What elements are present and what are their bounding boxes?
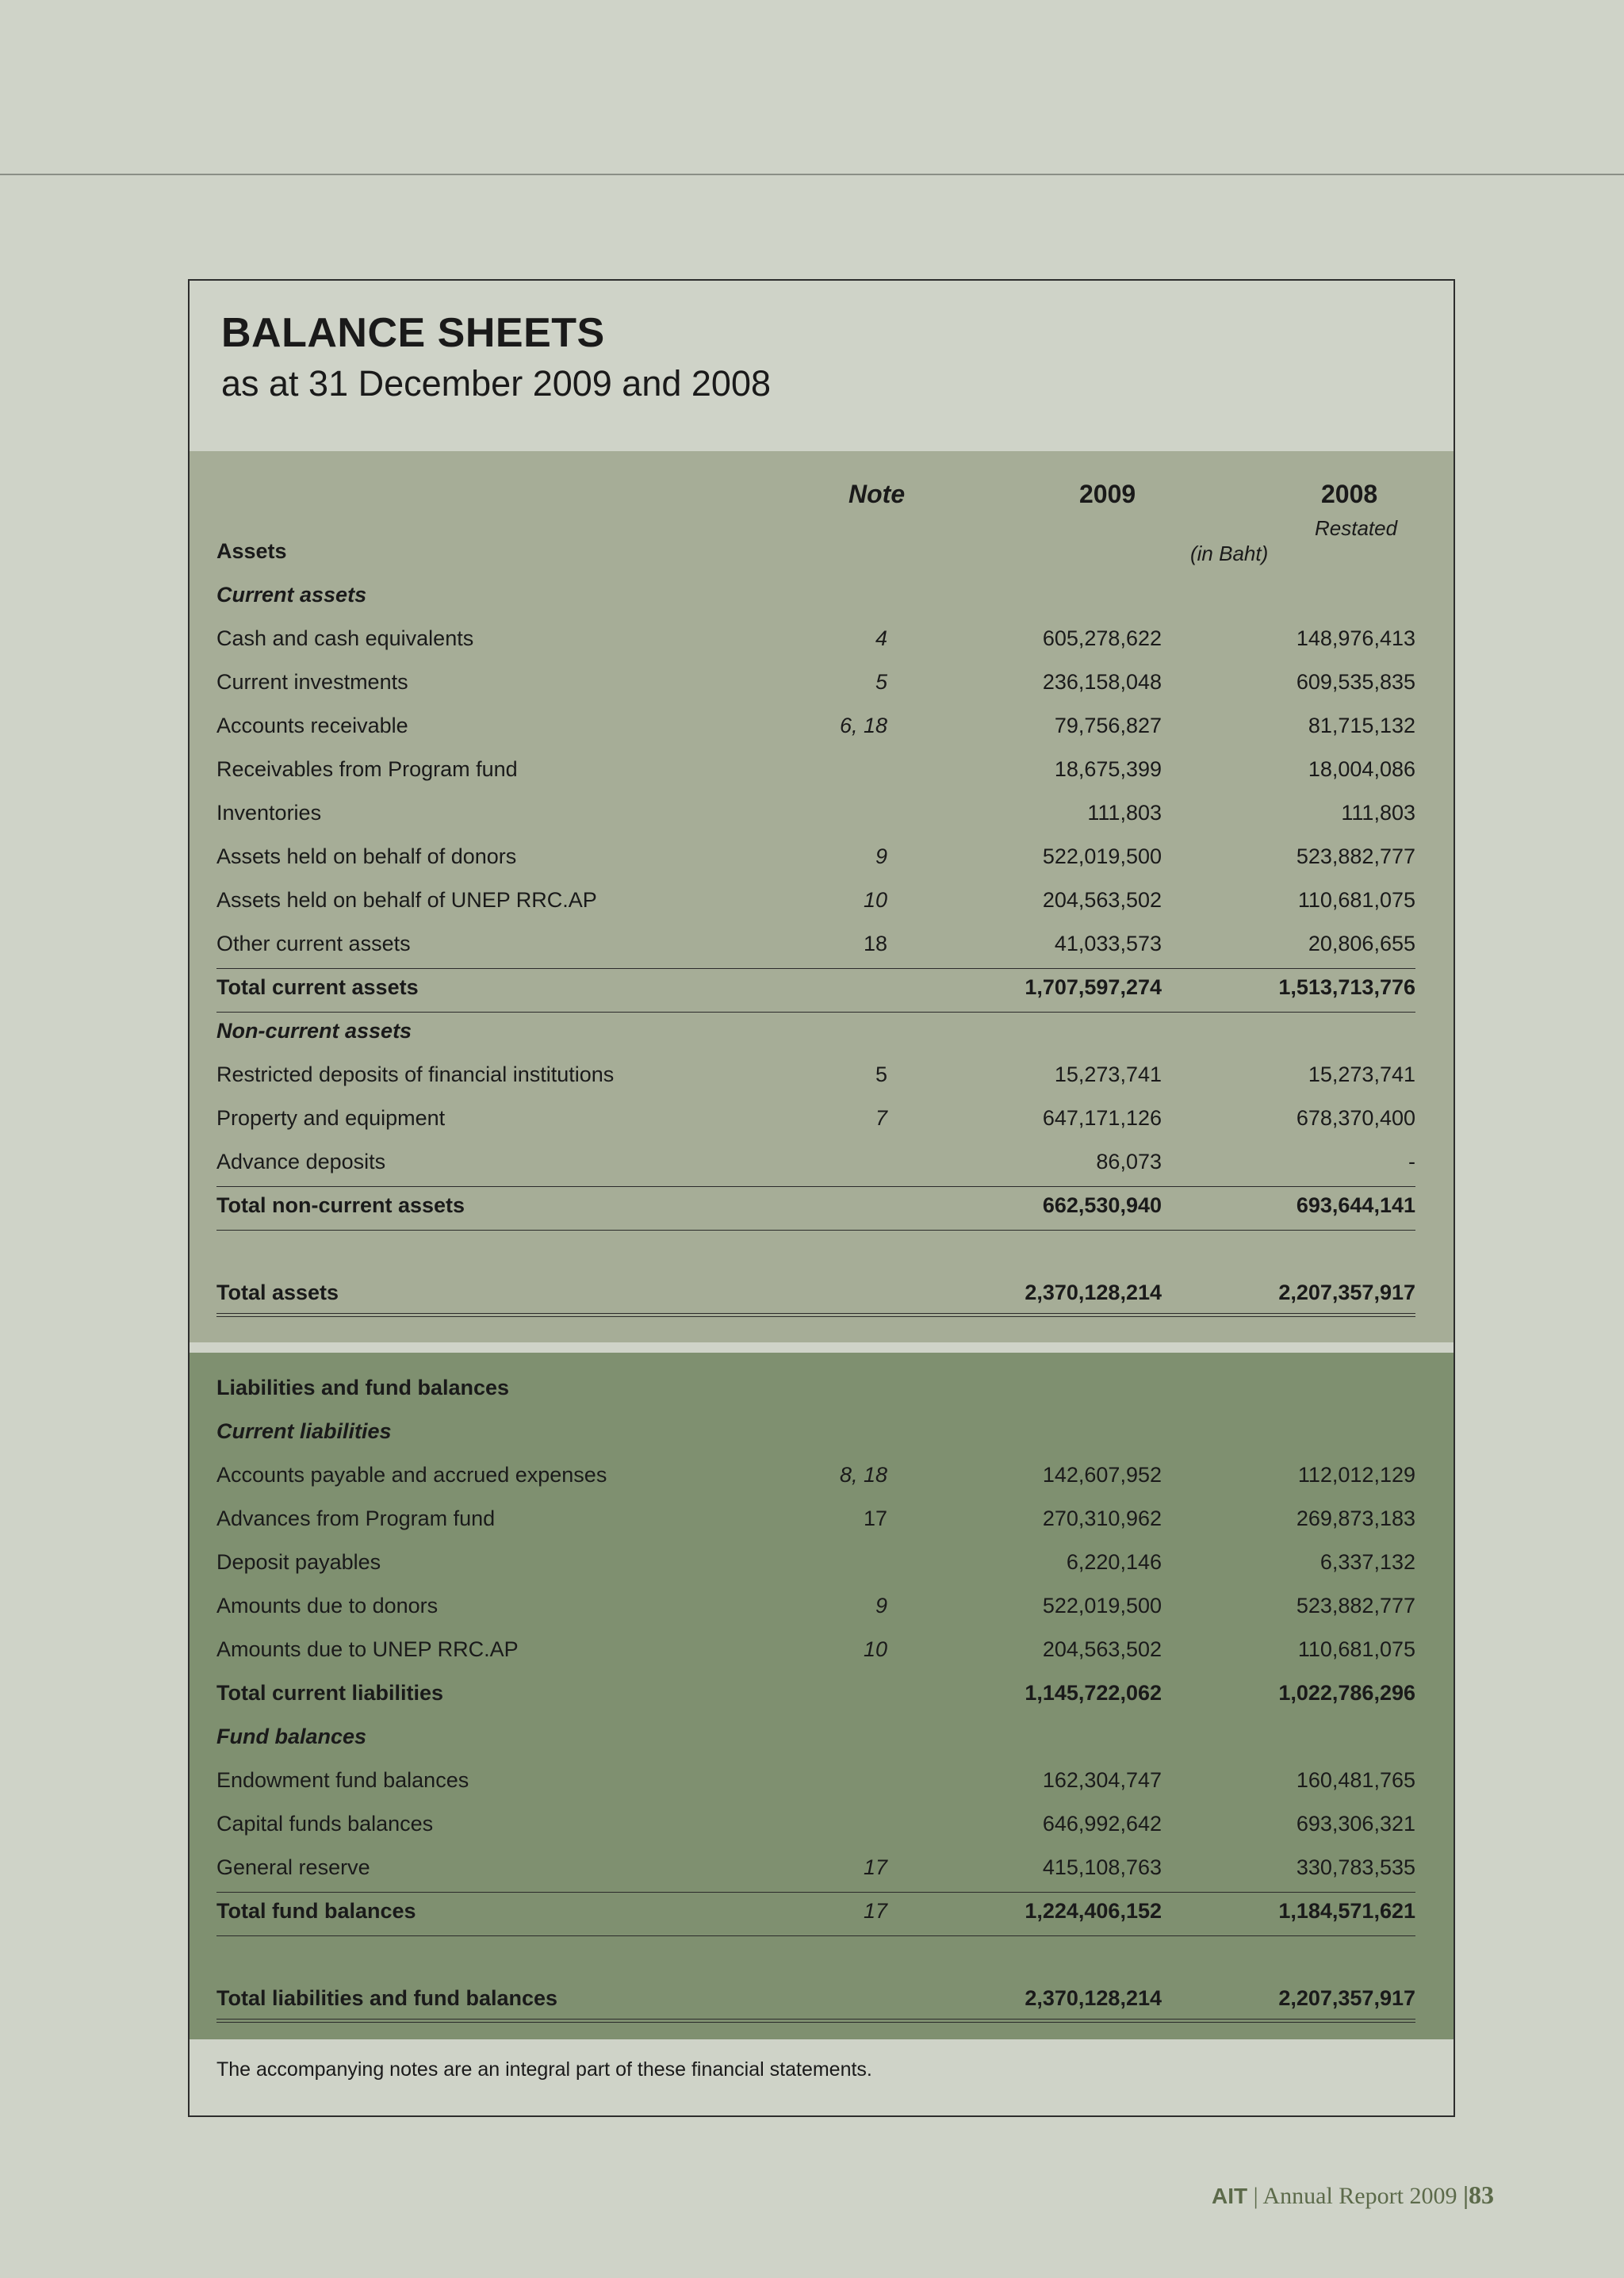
table-row: General reserve 17 415,108,763 330,783,535 — [216, 1855, 1415, 1879]
total-liabilities-row: Total liabilities and fund balances 2,370,128,214 2,207,357,917 — [216, 1986, 1415, 2010]
table-row: Amounts due to UNEP RRC.AP 10 204,563,502 110,681,075 — [216, 1637, 1415, 1661]
table-row: Restricted deposits of financial institutions 5 15,273,741 15,273,741 — [216, 1062, 1415, 1086]
table-row: Property and equipment 7 647,171,126 678,370,400 — [216, 1106, 1415, 1130]
current-assets-heading: Current assets — [216, 583, 367, 607]
top-rule — [0, 174, 1624, 175]
total-assets-row: Total assets 2,370,128,214 2,207,357,917 — [216, 1281, 1415, 1304]
year-2008-column-header: 2008 — [1321, 480, 1378, 508]
restated-label: Restated — [1315, 516, 1398, 540]
non-current-assets-heading: Non-current assets — [216, 1019, 412, 1043]
note-column-header: Note — [848, 480, 906, 508]
fund-balances-heading: Fund balances — [216, 1725, 367, 1748]
year-2009-column-header: 2009 — [1079, 480, 1136, 508]
liabilities-heading: Liabilities and fund balances — [216, 1376, 510, 1399]
double-underline — [216, 1313, 1415, 1317]
assets-heading: Assets — [216, 539, 287, 563]
table-row: Cash and cash equivalents 4 605,278,622 148,976,413 — [216, 626, 1415, 650]
double-underline — [216, 2019, 1415, 2023]
table-row: Amounts due to donors 9 522,019,500 523,882,777 — [216, 1594, 1415, 1618]
page-number: |83 — [1462, 2180, 1494, 2209]
current-liabilities-heading: Current liabilities — [216, 1419, 392, 1443]
table-row: Receivables from Program fund 18,675,399 18,004,086 — [216, 757, 1415, 781]
table-row: Deposit payables 6,220,146 6,337,132 — [216, 1550, 1415, 1574]
table-row: Advances from Program fund 17 270,310,962 269,873,183 — [216, 1507, 1415, 1530]
table-row: Other current assets 18 41,033,573 20,806,655 — [216, 932, 1415, 955]
page-title: BALANCE SHEETS — [221, 310, 605, 356]
currency-unit-label: (in Baht) — [1190, 542, 1269, 565]
table-row: Advance deposits 86,073 - — [216, 1150, 1415, 1173]
total-current-liabilities-row: Total current liabilities 1,145,722,062 1,022,786,296 — [216, 1681, 1415, 1705]
header-block — [221, 309, 771, 404]
table-row: Accounts payable and accrued expenses 8, 18 142,607,952 112,012,129 — [216, 1463, 1415, 1487]
liabilities-section — [190, 1353, 1454, 2039]
table-row: Capital funds balances 646,992,642 693,306,321 — [216, 1812, 1415, 1836]
brand-logo: AIT — [1212, 2184, 1248, 2208]
row-divider — [216, 1230, 1415, 1231]
table-row: Inventories 111,803 111,803 — [216, 801, 1415, 825]
footer-separator: | — [1253, 2183, 1258, 2209]
table-row: Assets held on behalf of donors 9 522,019,500 523,882,777 — [216, 844, 1415, 868]
row-divider — [216, 1935, 1415, 1936]
table-row: Current investments 5 236,158,048 609,535,835 — [216, 670, 1415, 694]
report-name: Annual Report 2009 — [1262, 2183, 1457, 2209]
total-current-assets-row: Total current assets 1,707,597,274 1,513,713,776 — [216, 975, 1415, 999]
table-row: Endowment fund balances 162,304,747 160,481,765 — [216, 1768, 1415, 1792]
page-subtitle: as at 31 December 2009 and 2008 — [221, 363, 771, 404]
table-row: Assets held on behalf of UNEP RRC.AP 10 204,563,502 110,681,075 — [216, 888, 1415, 912]
footnote: The accompanying notes are an integral part of these financial statements. — [216, 2058, 872, 2081]
total-fund-balances-row: Total fund balances 17 1,224,406,152 1,184,571,621 — [216, 1899, 1415, 1923]
page-footer — [1212, 2180, 1494, 2210]
assets-section — [190, 451, 1454, 1342]
total-non-current-assets-row: Total non-current assets 662,530,940 693,644,141 — [216, 1193, 1415, 1217]
table-row: Accounts receivable 6, 18 79,756,827 81,715,132 — [216, 714, 1415, 737]
balance-sheet-frame — [188, 279, 1455, 2117]
